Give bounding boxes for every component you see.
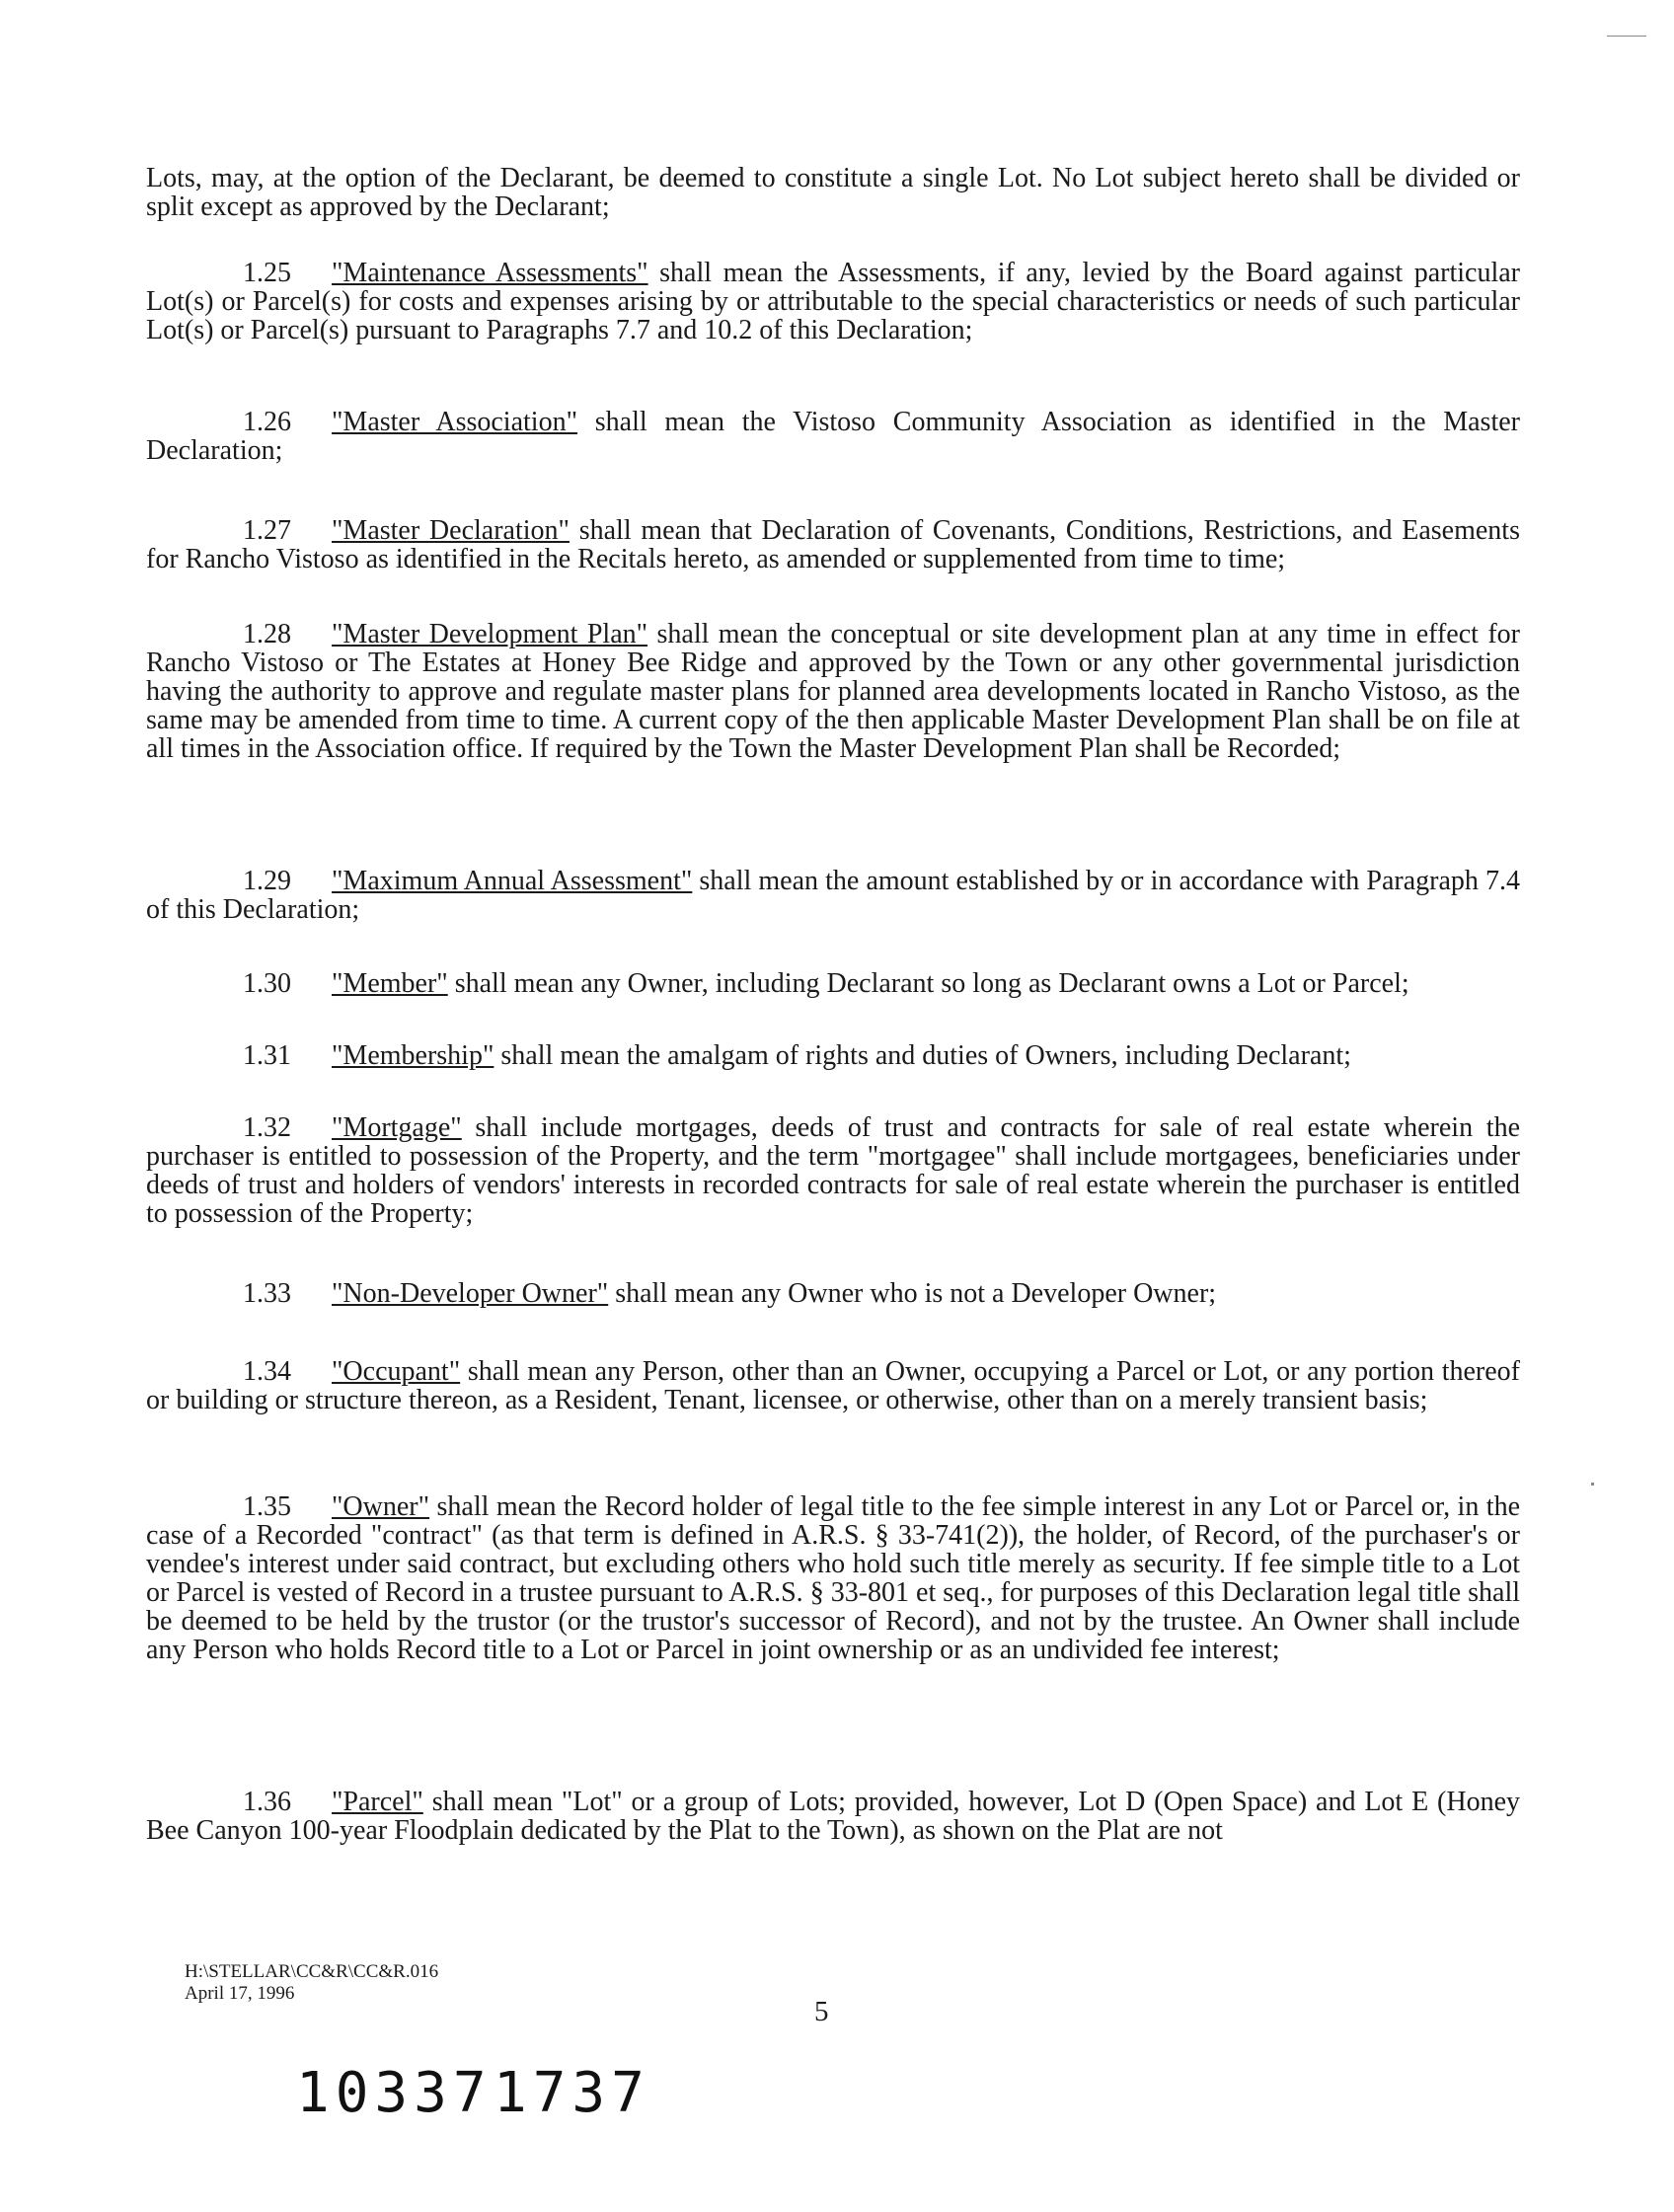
paragraph-text: shall mean the Record holder of legal title to the fee simple interest in any Lot or Parcel or, in the case of a Recorded "contract" (as that term is defined in A.R.S. § 33-741(2)), the holder, of Record, of the purchaser's or vendee's interest under said contract, but excluding others who hold such title merely as security. If fee simple title to a Lot or Parcel is vested of Record in a trustee pursuant to A.R.S. § 33-801 et seq., for purposes of this Declaration legal title shall be deemed to be held by the trustor (or the trustor's successor of Record), and not by the trustee. An Owner shall include any Person who holds Record title to a Lot or Parcel in joint ownership or as an undivided fee interest; — [146, 1491, 1520, 1665]
paragraph-text: shall mean the Vistoso Community Association as identified in the Master Declaration; — [146, 407, 1520, 466]
defined-term: "Membership" — [332, 1040, 495, 1071]
paragraph-text: shall mean any Owner, including Declarant so long as Declarant owns a Lot or Parcel; — [447, 968, 1409, 999]
section-number: 1.32 — [243, 1112, 291, 1143]
paragraph-1-26 — [146, 408, 1520, 465]
paragraph-1-32 — [146, 1113, 1520, 1228]
section-number: 1.26 — [243, 407, 291, 437]
paragraph-text: shall mean the amount established by or in accordance with Paragraph 7.4 of this Declaration; — [146, 866, 1520, 925]
paragraph-text: shall mean "Lot" or a group of Lots; provided, however, Lot D (Open Space) and Lot E (Honey Bee Canyon 100-year Floodplain dedicated by the Plat to the Town), as shown on the Plat are not — [146, 1787, 1520, 1846]
defined-term: "Maintenance Assessments" — [332, 258, 648, 288]
paragraph-text: shall include mortgages, deeds of trust and contracts for sale of real estate wherein the purchaser is entitled to possession of the Property, and the term "mortgagee" shall include mortgagees, beneficiaries under deeds of trust and holders of vendors' interests in recorded contracts for sale of real estate wherein the purchaser is entitled to possession of the Property; — [146, 1112, 1520, 1229]
paragraph-1-35 — [146, 1492, 1520, 1664]
paragraph-1-25 — [146, 259, 1520, 344]
recording-stamp-book: 10337 — [296, 2061, 493, 2125]
footer-file-path: H:\STELLAR\CC&R\CC&R.016 — [185, 1961, 439, 1982]
paragraph-1-31 — [146, 1041, 1520, 1070]
paragraph-1-30 — [146, 969, 1520, 998]
scan-artifact-mark — [1591, 1483, 1594, 1486]
section-number: 1.31 — [243, 1040, 291, 1071]
paragraph-text: shall mean that Declaration of Covenants, Conditions, Restrictions, and Easements for Rancho Vistoso as identified in the Recitals hereto, as amended or supplemented from time to time; — [146, 515, 1520, 574]
paragraph-1-27 — [146, 516, 1520, 573]
section-number: 1.34 — [243, 1356, 291, 1387]
paragraph-text: shall mean any Owner who is not a Developer Owner; — [608, 1278, 1217, 1309]
recording-stamp-page: 1737 — [494, 2061, 650, 2125]
defined-term: "Owner" — [332, 1491, 430, 1522]
page-number: 5 — [814, 1996, 829, 2027]
paragraph-text: shall mean any Person, other than an Owner, occupying a Parcel or Lot, or any portion thereof or building or structure thereon, as a Resident, Tenant, licensee, or otherwise, other than on a merely transient basis; — [146, 1356, 1520, 1415]
defined-term: "Occupant" — [332, 1356, 461, 1387]
paragraph-1-34 — [146, 1357, 1520, 1414]
scan-artifact-mark — [1607, 36, 1646, 37]
paragraph-1-28 — [146, 620, 1520, 763]
defined-term: "Maximum Annual Assessment" — [332, 866, 693, 896]
paragraph-text: Lots, may, at the option of the Declarant, be deemed to constitute a single Lot. No Lot subject hereto shall be divided or split except as approved by the Declarant; — [146, 163, 1520, 222]
defined-term: "Parcel" — [332, 1787, 423, 1817]
section-number: 1.36 — [243, 1787, 291, 1817]
paragraph-1-33 — [146, 1279, 1520, 1308]
paragraph-1-29 — [146, 867, 1520, 924]
section-number: 1.27 — [243, 515, 291, 546]
section-number: 1.25 — [243, 258, 291, 288]
section-number: 1.35 — [243, 1491, 291, 1522]
section-number: 1.33 — [243, 1278, 291, 1309]
defined-term: "Member" — [332, 968, 448, 999]
defined-term: "Master Association" — [332, 407, 578, 437]
paragraph-text: shall mean the conceptual or site development plan at any time in effect for Rancho Vistoso or The Estates at Honey Bee Ridge and approved by the Town or any other governmental jurisdiction having the authority to approve and regulate master plans for planned area developments located in Rancho Vistoso, as the same may be amended from time to time. A current copy of the then applicable Master Development Plan shall be on file at all times in the Association office. If required by the Town the Master Development Plan shall be Recorded; — [146, 619, 1521, 764]
footer-date: April 17, 1996 — [185, 1983, 295, 2004]
section-number: 1.28 — [243, 619, 291, 649]
section-number: 1.30 — [243, 968, 291, 999]
defined-term: "Non-Developer Owner" — [332, 1278, 609, 1309]
section-number: 1.29 — [243, 866, 291, 896]
paragraph-text: shall mean the amalgam of rights and duties of Owners, including Declarant; — [494, 1040, 1351, 1071]
defined-term: "Mortgage" — [332, 1112, 462, 1143]
paragraph-text: shall mean the Assessments, if any, levied by the Board against particular Lot(s) or Parcel(s) for costs and expenses arising by or attributable to the special characteristics or needs of such particular Lot(s) or Parcel(s) pursuant to Paragraphs 7.7 and 10.2 of this Declaration; — [146, 258, 1520, 345]
defined-term: "Master Development Plan" — [332, 619, 648, 649]
paragraph-continued — [146, 164, 1520, 221]
defined-term: "Master Declaration" — [332, 515, 570, 546]
paragraph-1-36 — [146, 1788, 1520, 1845]
